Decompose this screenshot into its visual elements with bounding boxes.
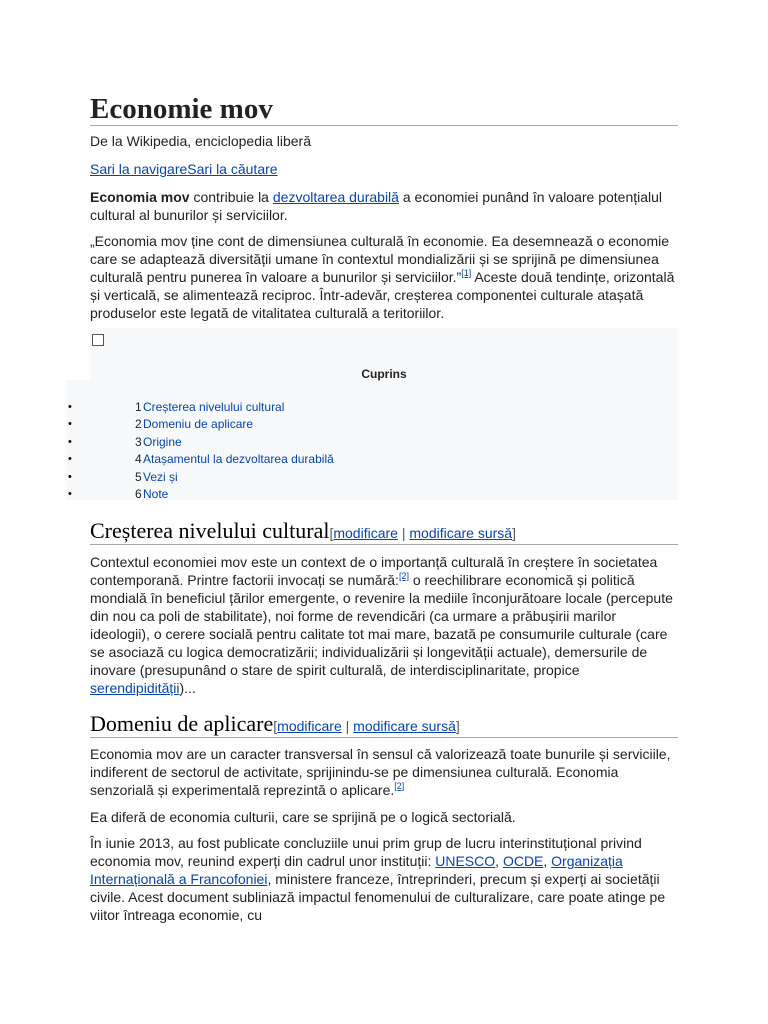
- section2-paragraph-1: [90, 745, 678, 799]
- ocde-link[interactable]: OCDE: [502, 853, 544, 869]
- toc-link[interactable]: Vezi și: [143, 469, 178, 484]
- bracket: [: [273, 718, 278, 734]
- toc-toggle-checkbox[interactable]: [92, 334, 104, 346]
- site-subtitle: De la Wikipedia, enciclopedia liberă: [90, 133, 312, 149]
- bold-term: Economia mov: [90, 189, 190, 205]
- jump-links: [90, 161, 278, 178]
- edit-link[interactable]: modificare: [333, 525, 398, 541]
- sustainable-development-link[interactable]: dezvoltarea durabilă: [272, 189, 399, 205]
- toc-link[interactable]: Atașamentul la dezvoltarea durabilă: [143, 452, 334, 467]
- separator: ,: [495, 853, 503, 869]
- unesco-link[interactable]: UNESCO: [435, 853, 496, 869]
- toc-link[interactable]: Creșterea nivelului cultural: [143, 400, 285, 414]
- edit-source-link[interactable]: modificare sursă: [409, 525, 513, 541]
- toc-number: 3: [135, 434, 142, 449]
- toc-number: 4: [135, 452, 142, 467]
- paragraph-text: o reechilibrare economică și politică mondială în beneficiul țărilor emergente, o revenire la mediile înconjurătoare locale (percepute din nou ca poli de stabilitate), noi forme de revendicări (ca urmare a prăbușirii marilor ideologii), o cerere socială pentru calitate tot mai mare, bazată pe consumurile culturale (care se asociază cu logica democratizării; individualizării și longevității actuale), demersurile de inovare (presupunând o stare de spirit culturală, de interdisciplinaritate, propice: [90, 572, 673, 678]
- bracket: ]: [512, 525, 516, 541]
- toc-number: 1: [135, 400, 142, 414]
- section-heading-text: Domeniu de aplicare: [90, 711, 274, 736]
- bullet-icon: •: [68, 418, 72, 431]
- jump-to-search-link[interactable]: Sari la căutare: [187, 161, 278, 177]
- quote-paragraph: [90, 232, 678, 322]
- toc-link[interactable]: Domeniu de aplicare: [143, 417, 254, 432]
- bullet-icon: •: [68, 401, 72, 413]
- bracket: ]: [455, 718, 460, 734]
- toc-number: 2: [135, 417, 142, 432]
- bullet-icon: •: [68, 487, 72, 500]
- toc-title: Cuprins: [361, 367, 407, 381]
- intro-paragraph: [90, 188, 678, 224]
- separator: ,: [543, 853, 552, 869]
- bullet-icon: •: [68, 453, 72, 466]
- section2-paragraph-2: Ea diferă de economia culturii, care se sprijină pe o logică sectorială.: [90, 809, 516, 825]
- paragraph-text: Contextul economiei mov este un context de o importanță culturală în creștere în societatea contemporană. Printre factorii invocați se numără:: [90, 554, 658, 588]
- reference-2-link[interactable]: [2]: [394, 781, 405, 791]
- intro-text: contribuie la: [189, 189, 273, 205]
- table-of-contents: [66, 328, 678, 500]
- bullet-icon: •: [68, 435, 72, 448]
- section1-paragraph: [90, 553, 678, 697]
- paragraph-text: În iunie 2013, au fost publicate concluziile unui prim grup de lucru interinstituțional privind economia mov, reunind experți din cadrul unor instituții:: [90, 835, 642, 869]
- toc-number: 6: [135, 486, 142, 501]
- edit-links: [273, 718, 460, 734]
- toc-number: 5: [135, 469, 142, 484]
- page-title: Economie mov: [90, 92, 678, 126]
- quote-text: „Economia mov ține cont de dimensiunea culturală în economie. Ea desemnează o economie care se adaptează diversității umane în contextul mondializării și se sprijină pe dimensiunea culturală pentru punerea în valoare a bunurilor și serviciilor.”: [90, 233, 669, 285]
- serendipity-link[interactable]: serendipidității: [90, 680, 180, 696]
- separator: |: [397, 525, 410, 541]
- quote-text-end: Aceste două tendințe, orizontală și verticală, se alimentează reciproc. Într-adevăr, creșterea componentei culturale atașată produselor este legată de vitalitatea culturală a teritoriilor.: [90, 269, 675, 321]
- oif-link[interactable]: Organizația Internațională a Francofoniei: [90, 853, 623, 887]
- edit-links: [329, 525, 516, 541]
- edit-link[interactable]: modificare: [277, 718, 342, 734]
- paragraph-text: , ministere franceze, întreprinderi, precum și experți ai societății civile. Acest document subliniază impactul fenomenului de culturalizare, care poate atinge pe viitor întreaga economie, cu: [90, 871, 666, 923]
- bullet-icon: •: [68, 470, 72, 483]
- paragraph-text: Economia mov are un caracter transversal în sensul că valorizează toate bunurile și serviciile, indiferent de sectorul de activitate, sprijinindu-se pe dimensiunea culturală. Economia senzorială și experimentală reprezintă o aplicare.: [90, 746, 671, 798]
- intro-text-end: a economiei punând în valoare potențialul cultural al bunurilor și serviciilor.: [90, 189, 663, 223]
- jump-to-navigation-link[interactable]: Sari la navigare: [90, 161, 188, 177]
- section-heading: [90, 518, 678, 545]
- section-heading: [90, 711, 678, 738]
- reference-1-link[interactable]: [1]: [461, 268, 472, 278]
- paragraph-text: )...: [179, 680, 196, 696]
- reference-2-link[interactable]: [2]: [398, 571, 409, 581]
- section2-paragraph-3: [90, 834, 678, 924]
- toc-link[interactable]: Note: [143, 486, 169, 501]
- edit-source-link[interactable]: modificare sursă: [353, 718, 456, 734]
- section-heading-text: Creșterea nivelului cultural: [90, 518, 330, 543]
- bracket: [: [329, 525, 334, 541]
- toc-link[interactable]: Origine: [143, 434, 182, 449]
- separator: |: [341, 718, 354, 734]
